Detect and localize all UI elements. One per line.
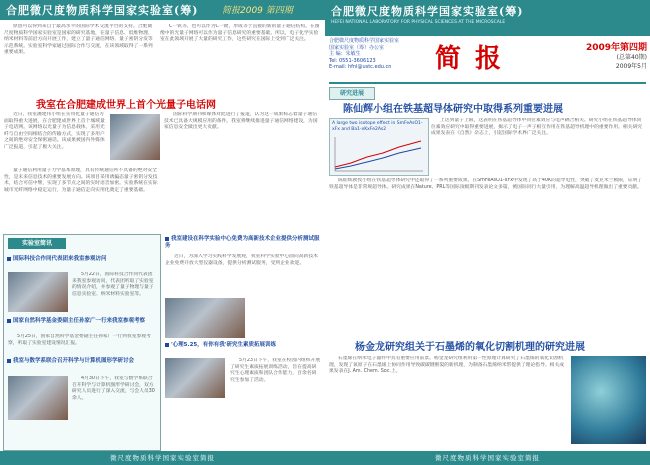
square-bullet-icon bbox=[165, 237, 169, 241]
left-footer: 微尺度物质科学国家实验室简报 bbox=[0, 451, 325, 465]
middle-news-body-1: 5月23日下午，我室在校园内组织开展了研究生素质拓展训练活动，旨在提高研究生心理素质和团队合作能力，百余名研究生参加了活动。 bbox=[230, 358, 321, 383]
figure bbox=[329, 118, 429, 176]
square-bullet-icon bbox=[165, 343, 169, 347]
graphene-figure bbox=[571, 356, 646, 444]
issue-total: (总第40期) bbox=[616, 54, 647, 61]
news-header: 实验室简讯 bbox=[8, 238, 66, 249]
big-title: 简报 bbox=[435, 44, 516, 74]
body-paragraph-3: 国际科学期刊和媒体对此进行了报道，认为这一成果标志着量子通信技术已具备大规模应用的条件。我室将继续推进量子通信网络建设，为国家信息安全做出更大贡献。 bbox=[164, 112, 318, 131]
middle-news-photo-2 bbox=[165, 358, 225, 398]
article-1-body-2: 陈仙辉教授小组在铁基超导体研究中还取得了一系列重要成果，在SmFeAsO1-xFx中发现了高于40K的超导电性，突破了麦克米兰极限，证明了铁基超导体是非常规超导体。研究成果在Nature、PRL等国际顶级期刊发表论文多篇，被国际同行大量引用，为理解高温超导机理做出了重要贡献。 bbox=[329, 178, 643, 190]
square-bullet-icon bbox=[7, 257, 11, 261]
left-masthead bbox=[0, 0, 325, 20]
body-paragraph-2: 量子通信利用量子力学基本原理，具有传统通信所不具备的绝对安全性，是未来信息技术的重要发展方向。该项目采用诱骗态量子密钥分发技术，结合可信中继，实现了多节点之间的实时语音加密。实验系统在实际城市光纤网络中稳定运行，为量子通信走向实用化奠定了重要基础。 bbox=[4, 168, 158, 193]
issue-date: 2009年5月 bbox=[615, 63, 647, 70]
news-title-2[interactable]: 我室与数学系联合召开科学与计算机图形学研讨会 bbox=[7, 358, 157, 365]
figure-graph bbox=[331, 133, 427, 173]
body-paragraph-1: 近日，我室潘建伟小组在实用化量子通信方面取得重大进展，在合肥建成世界上首个城域量子电话网。该网络以光量子为信息载体，采用光纤与自由空间相结合的传输方式，实现了多用户之间的绝对安全保密通话。该成果被国内外媒体广泛报道，引起了极大关注。 bbox=[4, 112, 105, 150]
article-1-body: 上达到量子上限，这表明在铁基超导体中同位素效应与电声耦合相关。研究小组在铁基超导体同位素效应研究中取得重要进展，揭示了电子一声子相互作用在铁基超导机理中的重要作用。相关研究成果发表在《自然》杂志上，引起国际学术界广泛关注。 bbox=[431, 118, 643, 137]
research-tag: 研究进展 bbox=[329, 87, 375, 100]
right-page bbox=[325, 0, 650, 465]
figure-caption: A large two isotope effect in SmFeAsO1-xFx and Ba1-xKxFe2As2 bbox=[332, 121, 423, 132]
issue-label: 简报2009 第四期 bbox=[222, 6, 293, 16]
middle-news-title-0[interactable]: 我室建设在科学实验中心免费为高新技术企业提供分析测试服务 bbox=[165, 236, 320, 249]
middle-news-photo bbox=[165, 298, 245, 338]
news-photo-0 bbox=[8, 272, 68, 312]
news-body-1: 5月25日，国家自然科学基金委副主任孙家广一行到我室参观考察，听取了实验室建设情况汇报。 bbox=[8, 334, 151, 346]
news-photo-2 bbox=[8, 376, 68, 420]
masthead-title: 合肥微尺度物质科学国家实验室(筹) bbox=[6, 4, 199, 17]
news-body-0: 5月22日，国际科技合作同代表团来我室参观访问，代表团听取了实验室的情况介绍，并参观了量子物理与量子信息实验室、纳米材料实验室等。 bbox=[72, 272, 154, 297]
news-title-1[interactable]: 国家自然科学基金委副主任孙家广一行来我室参观考察 bbox=[7, 318, 157, 325]
issue-cn: 2009年第四期 bbox=[585, 43, 647, 53]
intro-text: 原创可以得到来自于最高水平的国际学术交流平台的支持。合肥微尺度物质科学国家实验室是国家的研究基地，在量子信息、低维物理、纳米材料等前沿方向开展工作，建立了量子通信网络、量子密钥分发等示范系统。实验室科学家通过国际合作与交流，在该领域取得了一系列重要成果。 bbox=[4, 24, 153, 56]
right-masthead bbox=[325, 0, 650, 36]
news-title-0[interactable]: 国际科技合作同代表团来我室参观访问 bbox=[7, 256, 157, 263]
square-bullet-icon bbox=[7, 319, 11, 323]
intro-text-2: C一钒等，也可以作为C一键，形成等于直接的新的量子通信结构。在图像中的光量子网络可以作为量子信息研究的重要基础。所以，电子化学实验室在此领域开展了大量的研究工作，这些研究在国际上受到广泛关注。 bbox=[160, 24, 320, 43]
right-footer: 微尺度物质科学国家实验室简报 bbox=[325, 451, 650, 465]
news-photo bbox=[110, 114, 160, 160]
middle-news-title-1[interactable]: '心理5.25，有你有我'研究生素质拓展训练 bbox=[165, 342, 321, 349]
article-2-title: 杨金龙研究组关于石墨烯的氧化切割机理的研究进展 bbox=[355, 342, 585, 353]
news-body-2: 4月30日下午，我室与数学系联合召开科学与计算机图形学研讨会，双方研究人员进行了深入交流，与会人员30余人。 bbox=[72, 376, 155, 401]
contact-block: 合肥微尺度物质科学国家实验室 国家实验室（筹）办公室 主 编：朱敏生 Tel: 0551-3606123 E-mail: hfnl@ustc.edu.cn bbox=[329, 38, 400, 70]
article-2-body: 石墨烯在纳米电子器件中具有重要应用前景。杨金龙研究组利用第一性原理计算研究了石墨烯的氧化切割机理，发现了氧原子在石墨烯上协同作用导致碳碳键断裂的新机理，为制备石墨烯纳米带提供了理论指导。相关成果发表在J. Am. Chem. Soc.上。 bbox=[329, 356, 565, 375]
headline: 我室在合肥建成世界上首个光量子电话网 bbox=[36, 100, 216, 111]
middle-news-body-0: 近日，为深入学习实践科学发展观，我室科学实验中心面向高新技术企业免费开放大型仪器设备，提供分析测试服务，受到企业欢迎。 bbox=[165, 254, 318, 266]
article-1-title: 陈仙辉小组在铁基超导体研究中取得系列重要进展 bbox=[343, 104, 563, 115]
square-bullet-icon bbox=[7, 359, 11, 363]
masthead-subtitle: HEFEI NATIONAL LABORATORY FOR PHYSICAL SCIENCES AT THE MICROSCALE bbox=[331, 20, 506, 25]
header-divider bbox=[329, 82, 646, 84]
masthead-title: 合肥微尺度物质科学国家实验室(筹) bbox=[331, 5, 524, 18]
